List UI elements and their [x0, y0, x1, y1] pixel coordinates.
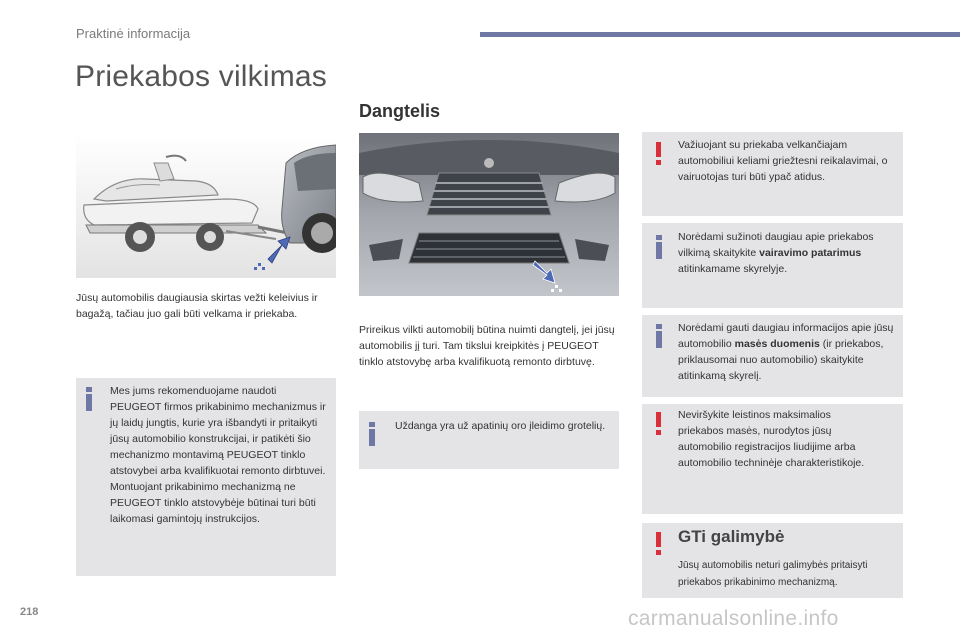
- gti-text: Jūsų automobilis neturi galimybės pritaisyti priekabos prikabinimo mechanizmą.: [678, 560, 868, 588]
- info-box-text: Uždanga yra už apatinių oro įleidimo grotelių.: [395, 420, 606, 432]
- gti-box: [642, 523, 903, 598]
- gti-heading: GTi galimybė: [678, 527, 785, 546]
- warning-text: Neviršykite leistinos maksimalios priekabos masės, nurodytos jūsų automobilio registracijos liudijime arba automobilio techninėje charakteristikoje.: [678, 409, 865, 469]
- info-box-cover-location: [359, 411, 619, 469]
- info-box-driving-tips: [642, 223, 903, 308]
- cover-removal-text: Prireikus vilkti automobilį būtina nuimti dangtelį, jei jūsų automobilis jį turi. Tam tikslui kreipkitės į PEUGEOT tinklo atstovybę arba kvalifikuotą remonto dirbtuvę.: [359, 324, 615, 368]
- warning-box-driving: [642, 132, 903, 216]
- jetski-trailer-image: [76, 133, 336, 278]
- page-number: 218: [20, 606, 39, 618]
- info-text: Norėdami sužinoti daugiau apie priekabos vilkimą skaitykite vairavimo patarimus atitinkamame skyrelyje.: [678, 231, 874, 275]
- page-title: Priekabos vilkimas: [75, 60, 328, 93]
- towing-illustration: [76, 133, 336, 278]
- front-bumper-photo: [359, 133, 619, 296]
- info-box-weights: [642, 315, 903, 397]
- info-text: Norėdami gauti daugiau informacijos apie jūsų automobilio masės duomenis (ir priekabos, priklausomai nuo automobilio) skaitykite atitinkamą skyrelį.: [678, 322, 894, 382]
- watermark: carmanualsonline.info: [628, 607, 839, 630]
- front-grille-image: [359, 133, 619, 296]
- info-box-text: Mes jums rekomenduojame naudoti PEUGEOT firmos prikabinimo mechanizmus ir jų laidų jungtis, kurie yra išbandyti ir pritaikyti jūsų automobilio konstrukcijai, ir patikėti šio mechanizmo montavimą PEUGEOT tinklo atstovybei arba kvalifikuotai remonto dirbtuvei. Montuojant prikabinimo mechanizmą ne PEUGEOT tinklo atstovybėje būtinai turi būti laikomasi gamintojų instrukcijos.: [110, 385, 326, 525]
- info-box-recommendation: [76, 378, 336, 576]
- warning-text: Važiuojant su priekaba velkančiajam automobiliui keliami griežtesni reikalavimai, o vairuotojas turi būti ypač atidus.: [678, 139, 888, 183]
- sub-heading: Dangtelis: [359, 101, 441, 121]
- intro-paragraph: Jūsų automobilis daugiausia skirtas vežti keleivius ir bagažą, tačiau juo gali būti velkama ir priekaba.: [76, 292, 318, 320]
- section-label: Praktinė informacija: [76, 26, 191, 41]
- warning-box-max-weight: [642, 404, 903, 514]
- header-accent-bar: [480, 32, 960, 37]
